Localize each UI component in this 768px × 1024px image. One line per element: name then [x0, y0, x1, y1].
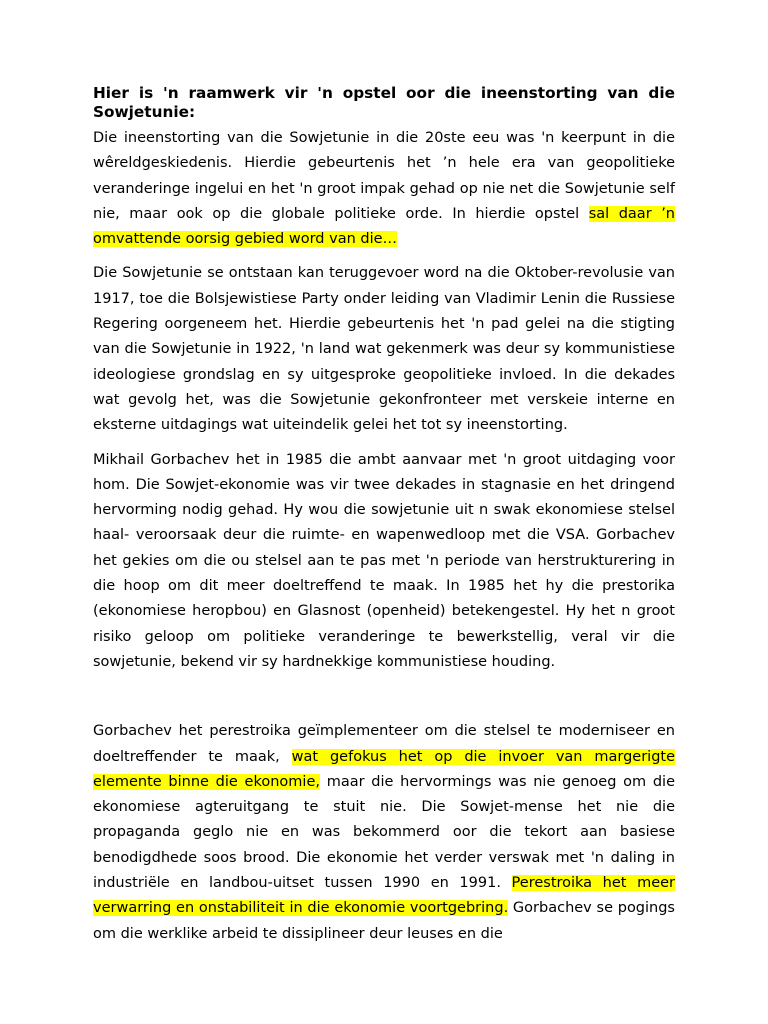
paragraph-perestroika [93, 719, 675, 947]
document-heading: Hier is 'n raamwerk vir 'n opstel oor die ineenstorting van die Sowjetunie: [93, 84, 675, 121]
text-run: Gorbachev se pogings om die werklike arbeid te dissiplineer deur leuses en die [93, 900, 675, 942]
paragraph-gorbachev [93, 448, 675, 676]
document-page [93, 84, 675, 956]
highlighted-text: wat gefokus het op die invoer van margerigte elemente binne die ekonomie, [93, 748, 676, 790]
text-run: Mikhail Gorbachev het in 1985 die ambt aanvaar met 'n groot uitdaging voor hom. Die Sowjet-ekonomie was vir twee dekades in stagnasie en het dringend hervorming nodig gehad. Hy wou die sowjetunie uit n swak ekonomiese stelsel haal- veroorsaak deur die ruimte- en wapenwedloop met die VSA. Gorbachev het gekies om die ou stelsel aan te pas met 'n periode van herstrukturering in die hoop om dit meer doeltreffend te maak. In 1985 het hy die prestorika (ekonomiese heropbou) en Glasnost (openheid) betekengestel. Hy het n groot risiko geloop om politieke veranderinge te bewerkstellig, veral vir die sowjetunie, bekend vir sy hardnekkige kommunistiese houding. [93, 451, 675, 670]
text-run: Die ineenstorting van die Sowjetunie in die 20ste eeu was 'n keerpunt in die wêreldgeskiedenis. Hierdie gebeurtenis het ’n hele era van geopolitieke veranderinge ingelui en het 'n groot impak gehad op nie net die Sowjetunie self nie, maar ook op die globale politieke orde. In hierdie opstel [93, 130, 675, 222]
highlighted-text: Perestroika het meer verwarring en onstabiliteit in die ekonomie voortgebring. [93, 875, 676, 917]
highlighted-text: sal daar ’n omvattende oorsig gebied word van die… [93, 205, 675, 248]
text-run: maar die hervormings was nie genoeg om die ekonomiese agteruitgang te stuit nie. Die Sowjet-mense het nie die propaganda geglo nie en was bekommerd oor die tekort aan basiese benodigdhede soos brood. Die ekonomie het verder verswak met 'n daling in industriële en landbou-uitset tussen 1990 en 1991. [93, 773, 675, 892]
paragraph-origins [93, 261, 675, 438]
paragraph-introduction [93, 126, 675, 252]
text-run: Gorbachev het perestroika geïmplementeer om die stelsel te moderniseer en doeltreffender te maak, [93, 723, 675, 765]
text-run: Die Sowjetunie se ontstaan kan teruggevoer word na die Oktober-revolusie van 1917, toe die Bolsjewistiese Party onder leiding van Vladimir Lenin die Russiese Regering oorgeneem het. Hierdie gebeurtenis het 'n pad gelei na die stigting van die Sowjetunie in 1922, 'n land wat gekenmerk was deur sy kommunistiese ideologiese grondslag en sy uitgesproke geopolitieke invloed. In die dekades wat gevolg het, was die Sowjetunie gekonfronteer met verskeie interne en eksterne uitdagings wat uiteindelik gelei het tot sy ineenstorting. [93, 265, 675, 434]
